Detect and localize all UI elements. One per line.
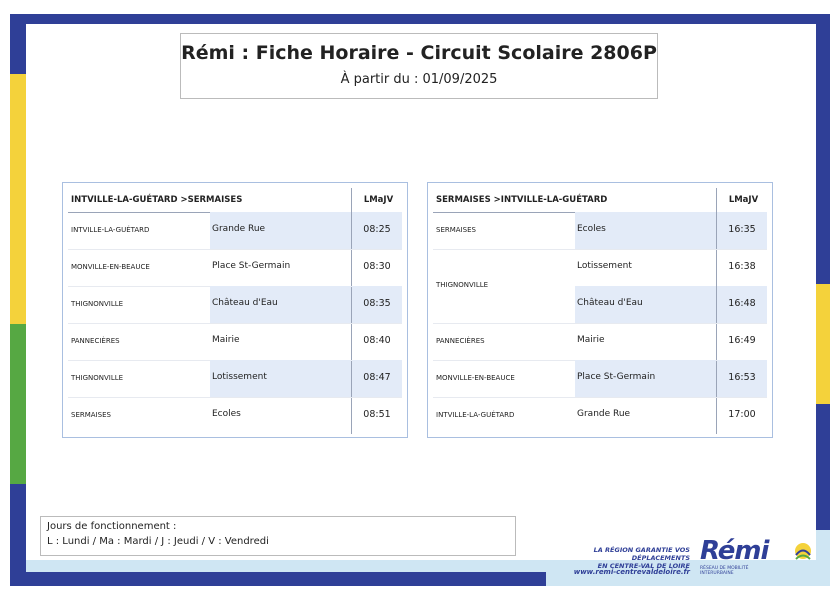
inbound-route: SERMAISES >INTVILLE-LA-GUÉTARD	[436, 195, 608, 205]
time-cell	[352, 397, 402, 434]
time-cell	[717, 286, 767, 323]
legend-text: L : Lundi / Ma : Mardi / J : Jeudi / V : Vendredi	[47, 536, 269, 547]
town-name: PANNECIÈRES	[436, 337, 485, 345]
town-name: INTVILLE-LA-GUÉTARD	[71, 226, 150, 234]
slogan-line-1: LA RÉGION GARANTIE VOS DÉPLACEMENTS	[593, 546, 690, 562]
table-row	[433, 212, 767, 249]
stop-cell	[575, 323, 716, 360]
inbound-timetable	[427, 182, 773, 438]
slogan-line-2: EN CENTRE-VAL DE LOIRE	[597, 562, 690, 570]
remi-logo	[700, 536, 790, 566]
town-name: PANNECIÈRES	[71, 337, 120, 345]
table-row	[433, 286, 767, 323]
stop-cell	[575, 212, 716, 249]
stop-name: Château d'Eau	[212, 298, 278, 308]
town-name: MONVILLE-EN-BEAUCE	[71, 263, 150, 271]
table-row	[433, 249, 767, 289]
table-row	[68, 286, 402, 323]
frame-left-green-band	[10, 324, 26, 484]
time-cell	[352, 360, 402, 397]
time-cell	[717, 397, 767, 434]
departure-time: 08:25	[363, 224, 391, 235]
departure-time: 08:35	[363, 298, 391, 309]
time-cell	[717, 323, 767, 360]
departure-time: 16:49	[728, 335, 756, 346]
stop-cell	[575, 397, 716, 434]
town-name: INTVILLE-LA-GUÉTARD	[436, 411, 515, 419]
frame-left-band	[10, 14, 26, 74]
frame-right-yellow-band	[816, 284, 830, 404]
table-row	[68, 249, 402, 286]
table-row	[68, 323, 402, 360]
stop-cell	[210, 360, 351, 397]
frame-left-lower-band	[10, 484, 26, 584]
time-cell	[352, 286, 402, 323]
stop-name: Lotissement	[577, 261, 632, 271]
region-slogan	[552, 546, 690, 570]
frame-bottom-light-band	[26, 560, 546, 572]
town-name: THIGNONVILLE	[71, 374, 124, 382]
stop-cell	[210, 212, 351, 249]
table-row	[68, 360, 402, 397]
town-name: MONVILLE-EN-BEAUCE	[436, 374, 515, 382]
stop-name: Place St-Germain	[577, 372, 656, 382]
stop-name: Mairie	[212, 335, 240, 345]
stop-name: Lotissement	[212, 372, 267, 382]
frame-bottom-band	[10, 572, 550, 586]
town-name: SERMAISES	[436, 226, 476, 234]
legend-title: Jours de fonctionnement :	[47, 521, 177, 532]
page-subtitle: À partir du : 01/09/2025	[340, 72, 498, 87]
table-row	[68, 397, 402, 434]
website-link[interactable]: www.remi-centrevaldeloire.fr	[573, 568, 690, 576]
time-cell	[717, 212, 767, 249]
time-cell	[717, 249, 767, 286]
region-logo-icon	[790, 540, 816, 566]
frame-right-band	[816, 14, 830, 284]
town-name: THIGNONVILLE	[436, 281, 489, 289]
stop-name: Grande Rue	[577, 409, 631, 419]
stop-name: Ecoles	[577, 224, 606, 234]
title-box	[180, 33, 658, 99]
outbound-days: LMaJV	[363, 195, 394, 205]
departure-time: 08:47	[363, 372, 391, 383]
table-row	[433, 323, 767, 360]
stop-name: Ecoles	[212, 409, 241, 419]
operating-days-legend	[40, 516, 516, 556]
town-name: THIGNONVILLE	[71, 300, 124, 308]
departure-time: 16:35	[728, 224, 756, 235]
outbound-timetable	[62, 182, 408, 438]
table-row	[433, 360, 767, 397]
stop-cell	[575, 286, 716, 323]
stop-cell	[210, 323, 351, 360]
inbound-days: LMaJV	[728, 195, 759, 205]
departure-time: 08:51	[363, 409, 391, 420]
time-cell	[717, 360, 767, 397]
logo-wordmark: Rémi	[700, 536, 769, 566]
frame-left-yellow-band	[10, 74, 26, 324]
stop-name: Place St-Germain	[212, 261, 291, 271]
page-title: Rémi : Fiche Horaire - Circuit Scolaire 2806P	[181, 42, 657, 64]
time-cell	[352, 323, 402, 360]
stop-cell	[210, 397, 351, 434]
outbound-route: INTVILLE-LA-GUÉTARD >SERMAISES	[71, 195, 243, 205]
stop-cell	[575, 249, 716, 286]
stop-name: Grande Rue	[212, 224, 266, 234]
stop-name: Mairie	[577, 335, 605, 345]
stop-cell	[575, 360, 716, 397]
stop-cell	[210, 286, 351, 323]
table-row	[433, 397, 767, 434]
departure-time: 16:38	[728, 261, 756, 272]
table-row	[68, 212, 402, 249]
departure-time: 16:48	[728, 298, 756, 309]
departure-time: 08:30	[363, 261, 391, 272]
town-name: SERMAISES	[71, 411, 111, 419]
stop-name: Château d'Eau	[577, 298, 643, 308]
stop-cell	[210, 249, 351, 286]
frame-top-band	[12, 14, 830, 24]
time-cell	[352, 212, 402, 249]
departure-time: 16:53	[728, 372, 756, 383]
logo-tagline: RÉSEAU DE MOBILITÉ INTERURBAINE	[700, 566, 749, 576]
departure-time: 17:00	[728, 409, 756, 420]
departure-time: 08:40	[363, 335, 391, 346]
time-cell	[352, 249, 402, 286]
